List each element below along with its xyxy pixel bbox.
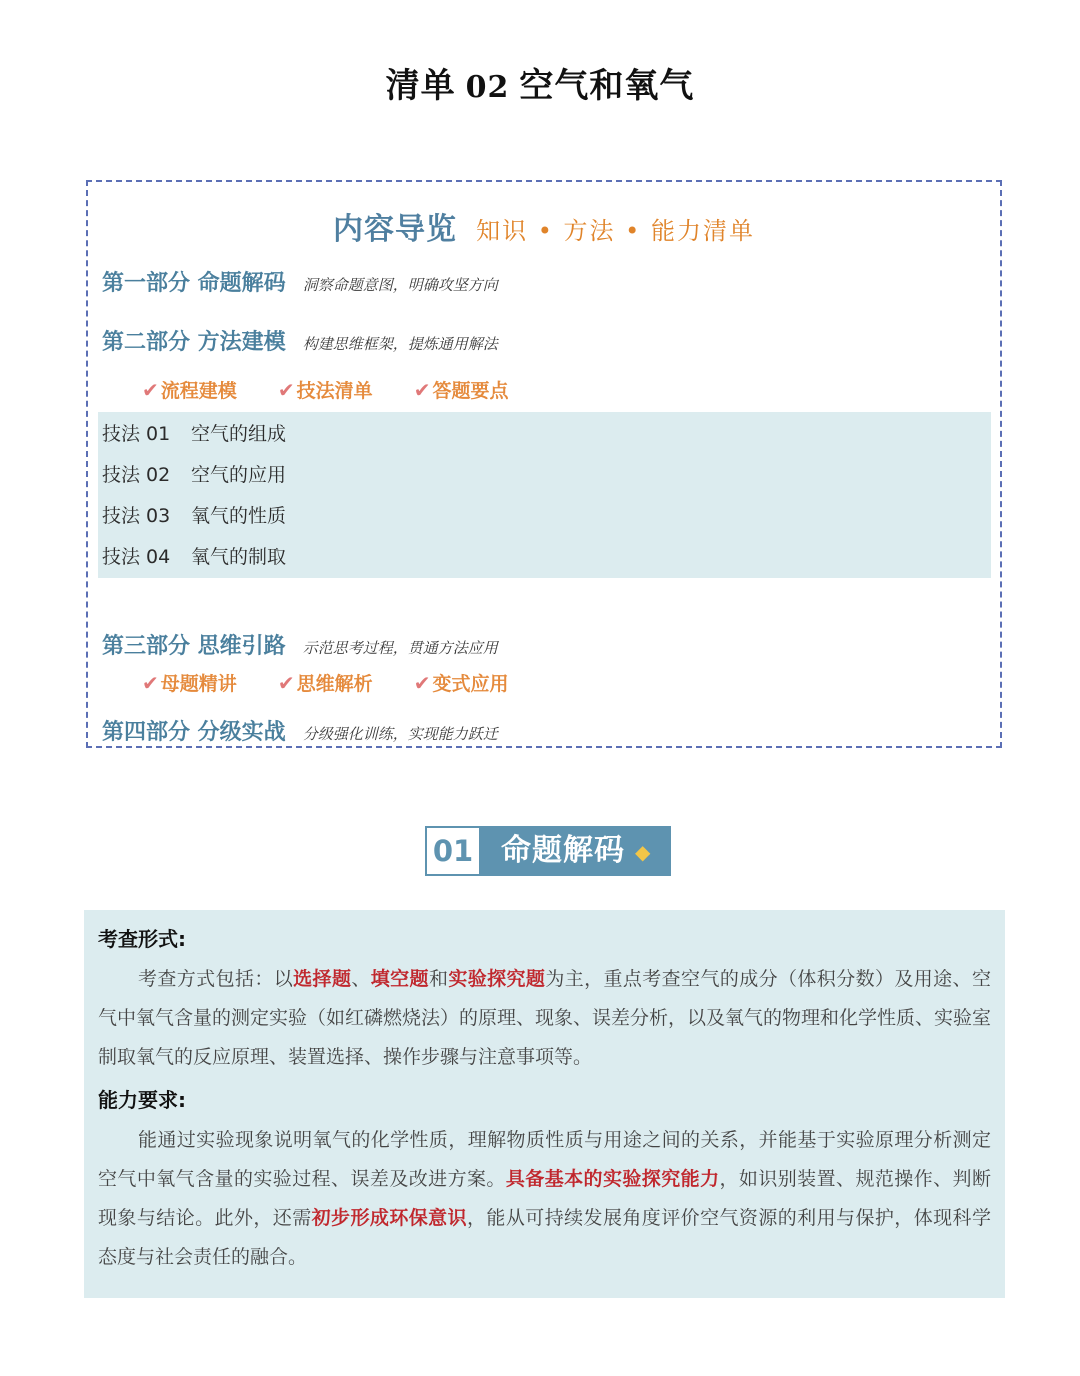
check-icon: ✔ — [277, 671, 295, 695]
highlight: 实验探究题 — [448, 968, 546, 990]
title-prefix: 清单 — [385, 66, 456, 106]
highlight: 具备基本的实验探究能力 — [505, 1168, 720, 1190]
part-1[interactable] — [102, 266, 498, 297]
part-2[interactable] — [102, 325, 498, 356]
part-2-desc: 构建思维框架，提炼通用解法 — [302, 335, 498, 353]
overview-header — [88, 204, 1000, 248]
exam-section — [84, 910, 1005, 1298]
title-text: 空气和氧气 — [519, 66, 695, 106]
exam-form-paragraph: 考查方式包括：以选择题、填空题和实验探究题为主，重点考查空气的成分（体积分数）及用途、空气中氧气含量的测定实验（如红磷燃烧法）的原理、现象、误差分析，以及氧气的物理和化学性质、实验室制取氧气的反应原理、装置选择、操作步骤与注意事项等。 — [98, 968, 992, 1068]
check-icon: ✔ — [413, 378, 431, 402]
part-4-desc: 分级强化训练，实现能力跃迁 — [302, 725, 498, 743]
skill-item[interactable]: 技法 04 氧气的制取 — [102, 546, 287, 568]
part-3-name: 第三部分 思维引路 — [102, 634, 286, 659]
check-icon: ✔ — [142, 378, 159, 402]
check-icon: ✔ — [413, 671, 431, 695]
section-number: 01 — [425, 826, 481, 876]
highlight: 初步形成环保意识 — [311, 1207, 468, 1229]
part-1-name: 第一部分 命题解码 — [102, 271, 286, 296]
ability-paragraph: 能通过实验现象说明氧气的化学性质，理解物质性质与用途之间的关系，并能基于实验原理分析测定空气中氧气含量的实验过程、误差及改进方案。具备基本的实验探究能力，如识别装置、规范操作、判断现象与结论。此外，还需初步形成环保意识，能从可持续发展角度评价空气资源的利用与保护，体现科学态度与社会责任的融合。 — [98, 1129, 991, 1268]
tag-mother-problem[interactable]: ✔ 母题精讲 — [142, 671, 237, 695]
tag-thinking-analysis[interactable]: ✔ 思维解析 — [277, 671, 373, 695]
tag-answer-points[interactable]: ✔ 答题要点 — [413, 378, 509, 402]
ability-heading: 能力要求: — [98, 1088, 186, 1112]
skill-item[interactable]: 技法 03 氧气的性质 — [102, 505, 287, 527]
content-overview-box — [86, 180, 1002, 748]
part-4-name: 第四部分 分级实战 — [102, 720, 286, 745]
part-3-desc: 示范思考过程，贯通方法应用 — [302, 639, 498, 657]
check-icon: ✔ — [277, 378, 295, 402]
part-3[interactable] — [102, 629, 498, 660]
page-title — [0, 58, 1080, 107]
tag-variant-application[interactable]: ✔ 变式应用 — [413, 671, 509, 695]
part-1-desc: 洞察命题意图，明确攻坚方向 — [302, 276, 498, 294]
section-badge — [425, 826, 671, 876]
diamond-icon: ◆ — [635, 839, 652, 864]
skill-item[interactable]: 技法 01 空气的组成 — [102, 423, 287, 445]
exam-form-heading: 考查形式: — [98, 927, 186, 951]
overview-subheading: 知识 • 方法 • 能力清单 — [476, 217, 755, 245]
title-number: 02 — [465, 70, 510, 105]
part-4[interactable] — [102, 715, 498, 746]
highlight: 选择题 — [293, 968, 352, 990]
check-icon: ✔ — [142, 671, 159, 695]
skill-list — [98, 412, 991, 578]
tag-skill-list[interactable]: ✔ 技法清单 — [277, 378, 373, 402]
skill-item[interactable]: 技法 02 空气的应用 — [102, 464, 287, 486]
section-title: 命题解码 ◆ — [481, 826, 671, 876]
tag-process-modeling[interactable]: ✔ 流程建模 — [142, 378, 237, 402]
part-2-tags — [142, 376, 545, 403]
highlight: 填空题 — [370, 968, 429, 990]
part-2-name: 第二部分 方法建模 — [102, 330, 286, 355]
overview-heading: 内容导览 — [333, 212, 458, 247]
part-3-tags — [142, 669, 545, 696]
